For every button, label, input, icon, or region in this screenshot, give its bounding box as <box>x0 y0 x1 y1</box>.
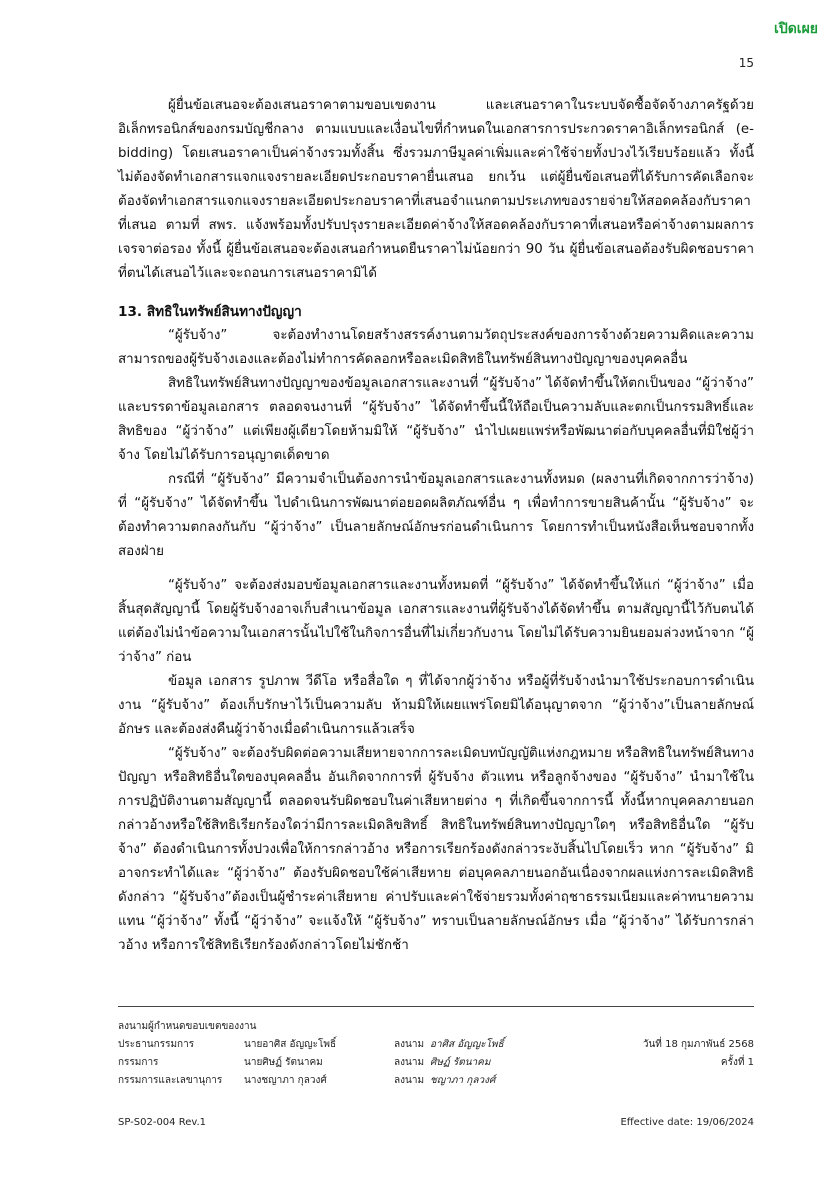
section-heading-ip-rights: 13. สิทธิในทรัพย์สินทางปัญญา <box>118 304 302 320</box>
signer-name: นายอาศิส อัญญะโพธิ์ <box>244 1039 337 1050</box>
signature-divider <box>118 1006 754 1007</box>
signer-signature: อาศิส อัญญะโพธิ์ <box>430 1039 504 1050</box>
paragraph-ip-creation: “ผู้รับจ้าง” จะต้องทำงานโดยสร้างสรรค์งานตามวัตถุประสงค์ของการจ้างด้วยความคิดและความสามารถของผู้รับจ้างเองและต้องไม่ทำการคัดลอกหรือละเมิดสิทธิในทรัพย์สินทางปัญญาของบุคคลอื่น <box>118 328 754 367</box>
signer-name: นางชญาภา กุลวงศ์ <box>244 1075 327 1086</box>
effective-date: Effective date: 19/06/2024 <box>620 1117 754 1128</box>
paragraph-ip-delivery: “ผู้รับจ้าง” จะต้องส่งมอบข้อมูลเอกสารและงานทั้งหมดที่ “ผู้รับจ้าง” ได้จัดทำขึ้นให้แก่ “ผู้ว่าจ้าง” เมื่อสิ้นสุดสัญญานี้ โดยผู้รับจ้างอาจเก็บสำเนาข้อมูล เอกสารและงานที่ผู้รับจ้างได้จัดทำขึ้น ตามสัญญานี้ไว้กับตนได้แต่ต้องไม่นำข้อความในเอกสารนั้นไปใช้ในกิจการอื่นที่ไม่เกี่ยวกับงาน โดยไม่ได้รับความยินยอมล่วงหน้าจาก “ผู้ว่าจ้าง” ก่อน <box>118 578 754 665</box>
signer-name: นายศิษฏ์ รัตนาคม <box>244 1057 323 1068</box>
sign-label: ลงนาม <box>394 1057 425 1068</box>
signer-role: ประธานกรรมการ <box>118 1039 195 1050</box>
signer-signature: ศิษฏ์ รัตนาคม <box>430 1057 491 1068</box>
signature-block <box>118 1018 754 1090</box>
revision-number: ครั้งที่ 1 <box>720 1057 754 1068</box>
sign-label: ลงนาม <box>394 1075 425 1086</box>
page-number: 15 <box>738 56 754 70</box>
sign-label: ลงนาม <box>394 1039 425 1050</box>
paragraph-ip-liability: “ผู้รับจ้าง” จะต้องรับผิดต่อความเสียหายจากการละเมิดบทบัญญัติแห่งกฎหมาย หรือสิทธิในทรัพย์สินทางปัญญา หรือสิทธิอื่นใดของบุคคลอื่น อันเกิดจากการที่ ผู้รับจ้าง ตัวแทน หรือลูกจ้างของ “ผู้รับจ้าง” นำมาใช้ในการปฏิบัติงานตามสัญญานี้ ตลอดจนรับผิดชอบในค่าเสียหายต่าง ๆ ที่เกิดขึ้นจากการนี้ ทั้งนี้หากบุคคลภายนอกกล่าวอ้างหรือใช้สิทธิเรียกร้องใดว่ามีการละเมิดลิขสิทธิ์ สิทธิในทรัพย์สินทางปัญญาใดๆ หรือสิทธิอื่นใด “ผู้รับจ้าง” ต้องดำเนินการทั้งปวงเพื่อให้การกล่าวอ้าง หรือการเรียกร้องดังกล่าวระงับสิ้นไปโดยเร็ว หาก “ผู้รับจ้าง” มิอาจกระทำได้และ “ผู้ว่าจ้าง” ต้องรับผิดชอบใช้ค่าเสียหาย ต่อบุคคลภายนอกอันเนื่องจากผลแห่งการละเมิดสิทธิดังกล่าว “ผู้รับจ้าง”ต้องเป็นผู้ชำระค่าเสียหาย ค่าปรับและค่าใช้จ่ายรวมทั้งค่าฤชาธรรมเนียมและค่าทนายความแทน “ผู้ว่าจ้าง” ทั้งนี้ “ผู้ว่าจ้าง” จะแจ้งให้ “ผู้รับจ้าง” ทราบเป็นลายลักษณ์อักษร เมื่อ “ผู้ว่าจ้าง” ได้รับการกล่าวอ้าง หรือการใช้สิทธิเรียกร้องดังกล่าวโดยไม่ชักช้า <box>118 746 754 953</box>
signature-row <box>118 1054 754 1072</box>
signer-role: กรรมการและเลขานุการ <box>118 1075 223 1086</box>
paragraph-price-offer: ผู้ยื่นข้อเสนอจะต้องเสนอราคาตามขอบเขตงาน และเสนอราคาในระบบจัดซื้อจัดจ้างภาครัฐด้วยอิเล็กทรอนิกส์ของกรมบัญชีกลาง ตามแบบและเงื่อนไขที่กำหนดในเอกสารการประกวดราคาอิเล็กทรอนิกส์ (e-bidding) โดยเสนอราคาเป็นค่าจ้างรวมทั้งสิ้น ซึ่งรวมภาษีมูลค่าเพิ่มและค่าใช้จ่ายทั้งปวงไว้เรียบร้อยแล้ว ทั้งนี้ไม่ต้องจัดทำเอกสารแจกแจงรายละเอียดประกอบราคายื่นเสนอ ยกเว้น แต่ผู้ยื่นข้อเสนอที่ได้รับการคัดเลือกจะต้องจัดทำเอกสารแจกแจงรายละเอียดประกอบราคาที่เสนอจำแนกตามประเภทของรายจ่ายให้สอดคล้องกับราคาที่เสนอ ตามที่ สพร. แจ้งพร้อมทั้งปรับปรุงรายละเอียดค่าจ้างให้สอดคล้องกับราคาที่เสนอหรือค่าจ้างตามผลการเจรจาต่อรอง ทั้งนี้ ผู้ยื่นข้อเสนอจะต้องเสนอกำหนดยืนราคาไม่น้อยกว่า 90 วัน ผู้ยื่นข้อเสนอต้องรับผิดชอบราคาที่ตนได้เสนอไว้และจะถอนการเสนอราคามิได้ <box>118 98 754 281</box>
document-body <box>118 94 754 958</box>
signer-role: กรรมการ <box>118 1057 159 1068</box>
classification-label: เปิดเผย <box>774 21 818 37</box>
signature-row <box>118 1072 754 1090</box>
signature-row <box>118 1036 754 1054</box>
paragraph-ip-derivative-use: กรณีที่ “ผู้รับจ้าง” มีความจำเป็นต้องการนำข้อมูลเอกสารและงานทั้งหมด (ผลงานที่เกิดจากการว่าจ้าง) ที่ “ผู้รับจ้าง” ได้จัดทำขึ้น ไปดำเนินการพัฒนาต่อยอดผลิตภัณฑ์อื่น ๆ เพื่อทำการขายสินค้านั้น “ผู้รับจ้าง” จะต้องทำความตกลงกันกับ “ผู้ว่าจ้าง” เป็นลายลักษณ์อักษรก่อนดำเนินการ โดยการทำเป็นหนังสือเห็นชอบจากทั้งสองฝ่าย <box>118 472 754 559</box>
document-code: SP-S02-004 Rev.1 <box>118 1117 207 1128</box>
signature-date: วันที่ 18 กุมภาพันธ์ 2568 <box>642 1039 754 1050</box>
paragraph-ip-ownership: สิทธิในทรัพย์สินทางปัญญาของข้อมูลเอกสารและงานที่ “ผู้รับจ้าง” ได้จัดทำขึ้นให้ตกเป็นของ “ผู้ว่าจ้าง” และบรรดาข้อมูลเอกสาร ตลอดจนงานที่ “ผู้รับจ้าง” ได้จัดทำขึ้นนี้ให้ถือเป็นความลับและตกเป็นกรรมสิทธิ์และสิทธิของ “ผู้ว่าจ้าง” แต่เพียงผู้เดียวโดยห้ามมิให้ “ผู้รับจ้าง” นำไปเผยแพร่หรือพัฒนาต่อกับบุคคลอื่นที่มิใช่ผู้ว่าจ้าง โดยไม่ได้รับการอนุญาตเด็ดขาด <box>118 376 754 463</box>
paragraph-ip-confidential-media: ข้อมูล เอกสาร รูปภาพ วีดีโอ หรือสื่อใด ๆ ที่ได้จากผู้ว่าจ้าง หรือผู้ที่รับจ้างนำมาใช้ประกอบการดำเนินงาน “ผู้รับจ้าง” ต้องเก็บรักษาไว้เป็นความลับ ห้ามมิให้เผยแพร่โดยมิได้อนุญาตจาก “ผู้ว่าจ้าง”เป็นลายลักษณ์อักษร และต้องส่งคืนผู้ว่าจ้างเมื่อดำเนินการแล้วเสร็จ <box>118 674 754 737</box>
signature-heading: ลงนามผู้กำหนดขอบเขตของงาน <box>118 1021 257 1032</box>
signer-signature: ชญาภา กุลวงศ์ <box>430 1075 496 1086</box>
